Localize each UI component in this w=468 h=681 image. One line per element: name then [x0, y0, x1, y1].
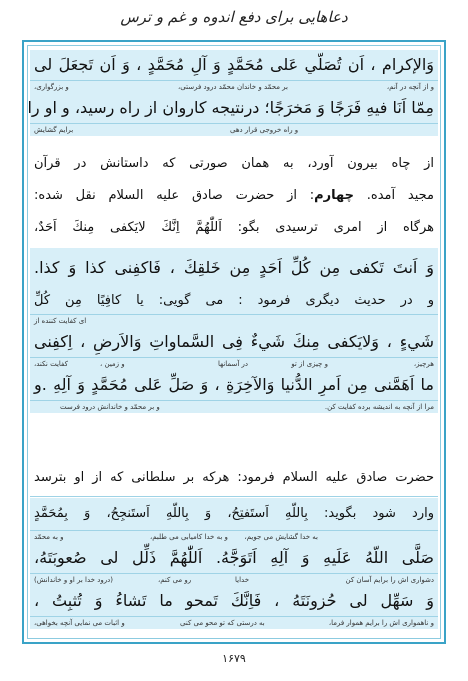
arabic-line: وَ سَهِّل لى حُزونَتَهُ ، فَاِنَّكَ تَمحو ما تَشاءُ وَ تُثبِتُ ، — [34, 591, 434, 610]
translation-segment: و به محمّد — [34, 533, 64, 541]
translation-segment: رو می كنم، — [158, 576, 192, 584]
translation-segment: و از آنچه در آنم، — [386, 83, 434, 91]
translation-segment: دشواری اش را برايم آسان كن — [345, 576, 434, 584]
translation-segment: مرا از آنچه به انديشه برده كفايت كن. — [324, 403, 434, 411]
text-line: حضرت صادق عليه السلام فرمود: هركه بر سلطانی كه از او بترسد — [34, 470, 434, 485]
prayer-block-3 — [30, 498, 438, 629]
divider — [30, 496, 438, 497]
text-line: وارد شود بگويد: بِاللّهِ اَستَفتِحُ، وَ بِاللّهِ اَستَنجِحُ، وَ بِمُحَمَّدٍ — [34, 506, 434, 521]
text-line: و در حديث ديگری فرمود : می گويی: يا كافِيًا مِن كُلِّ — [34, 293, 434, 308]
page-title: دعاهایی برای دفع اندوه و غم و ترس — [120, 8, 348, 26]
translation-segment: و بر محمّد و خاندانش درود فرست — [60, 403, 160, 411]
translation-segment: و زمين ، — [100, 360, 125, 368]
text-segment: مجيد آمده. — [366, 188, 434, 203]
translation-segment: و ناهمواری اش را برايم هموار فرما، — [328, 619, 434, 627]
translation-line — [30, 616, 438, 629]
section-heading: چهارم — [314, 188, 354, 203]
translation-segment: برايم گشايش — [34, 126, 74, 134]
translation-line — [30, 530, 438, 543]
text-line: هرگاه از امری ترسيدی بگو: اَللّٰهُمَّ اِنَّكَ لايَكفى مِنكَ اَحَدٌ، — [34, 220, 434, 235]
translation-segment: (درود خدا بر او و خاندانش) — [34, 576, 113, 584]
prayer-block-1 — [27, 50, 438, 136]
translation-segment: و چيزی از تو — [291, 360, 328, 368]
text-segment: : از حضرت صادق عليه السلام نقل شده: — [34, 188, 315, 203]
arabic-line: وَالإكرام ، اَن تُصَلّي عَلى مُحَمَّدٍ وَ آلِ مُحَمَّدٍ ، وَ اَن تَجعَلَ لی — [34, 55, 434, 74]
prayer-block-2 — [30, 248, 438, 413]
translation-line — [30, 123, 438, 136]
translation-line — [30, 80, 438, 93]
translation-segment: به خدا گشايش می جويم، — [244, 533, 318, 541]
text-line — [30, 180, 438, 212]
page-number: ۱۶۷۹ — [222, 652, 246, 665]
arabic-line: ما اَهَمَّنى مِن اَمرِ الدُّنيا وَالآخِرَةِ ، وَ صَلِّ عَلى مُحَمَّدٍ وَ آلِهِ .و — [34, 375, 434, 394]
translation-segment: و بزرگواری، — [34, 83, 69, 91]
translation-segment: خدايا — [235, 576, 250, 584]
translation-line — [30, 573, 438, 586]
translation-segment: ای كفايت كننده از — [34, 317, 87, 325]
translation-segment: كفايت نكند، — [34, 360, 68, 368]
translation-segment: و اثبات می نمايی آنچه بخواهی، — [34, 619, 125, 627]
translation-line — [30, 400, 438, 413]
text-paragraph-1 — [30, 148, 438, 244]
translation-segment: و به خدا كاميابی می طلبم، — [150, 533, 228, 541]
translation-segment: به درستی كه تو محو می كنی — [180, 619, 265, 627]
translation-segment: در آسمانها — [217, 360, 248, 368]
translation-segment: هرچيز، — [413, 360, 434, 368]
arabic-line: شَيءٍ ، وَلايَكفى مِنكَ شَيءٌ فِى السَّماواتِ وَالاَرضِ ، اِكفِنى — [34, 332, 434, 351]
translation-segment: بر محمّد و خاندان محمّد درود فرستی، — [178, 83, 288, 91]
arabic-line: صَلَّى اللّهُ عَلَيهِ وَ آلِهِ اَتَوَجَّهُ. اَللّٰهُمَّ ذَلِّل لى صُعوبَتَهُ، — [34, 548, 434, 567]
translation-segment: و راه خروجی قرار دهی — [230, 126, 299, 134]
text-line: از چاه بيرون آورد، به همان صورتی كه داستانش در قرآن — [34, 156, 434, 171]
text-paragraph-2 — [30, 462, 438, 494]
arabic-line: وَ اَنتَ تَكفى مِن كُلِّ اَحَدٍ مِن خَلقِكَ ، فَاكفِنى كذا وَ كذا. — [34, 258, 434, 277]
arabic-line: مِمّا اَنَا فيهِ فَرَجًا وَ مَخرَجًا؛ درنتيجه كاروان از راه رسيد، و او را — [27, 98, 434, 117]
translation-line — [30, 314, 438, 327]
translation-line — [30, 357, 438, 370]
